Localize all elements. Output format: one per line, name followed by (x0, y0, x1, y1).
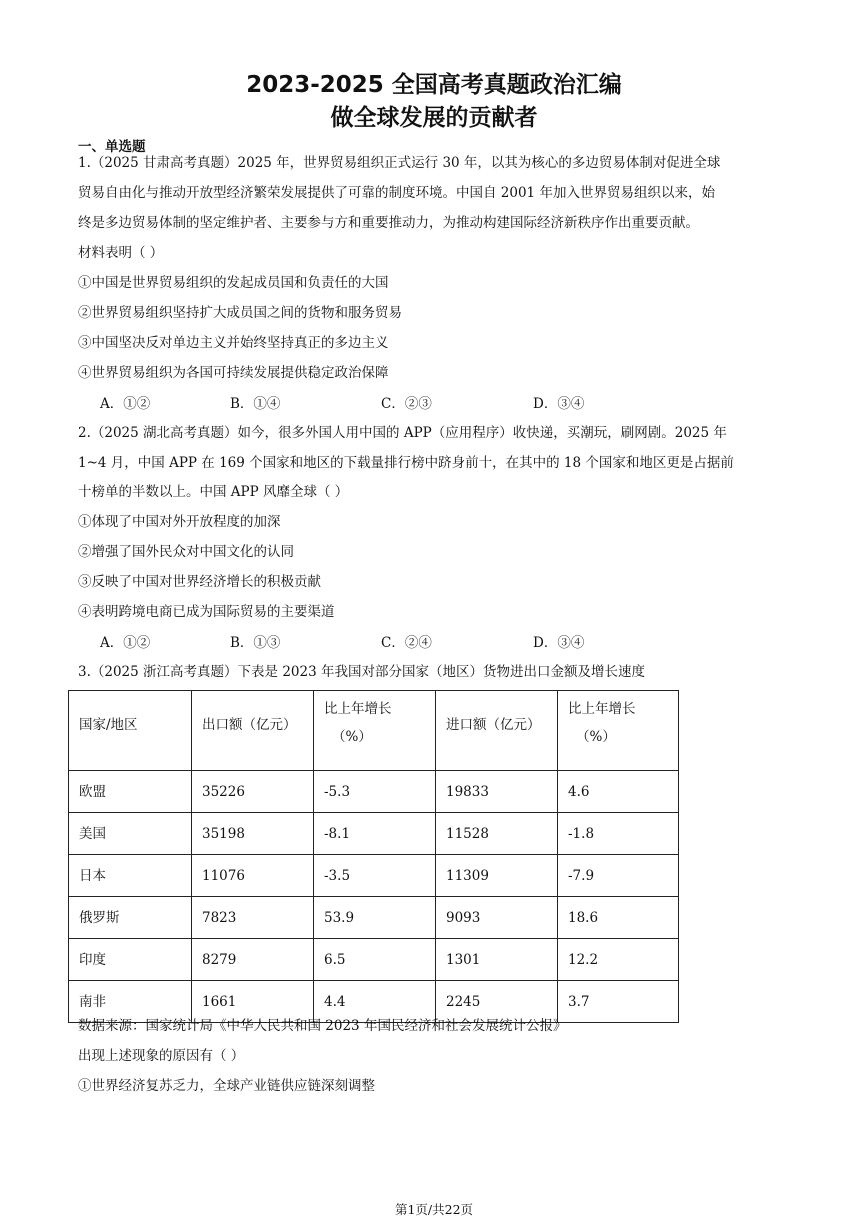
q1-choice-c: C．②③ (381, 396, 432, 412)
q1-stem-line: 贸易自由化与推动开放型经济繁荣发展提供了可靠的制度环境。中国自 2001 年加入世界贸易组织以来，始 (78, 185, 715, 201)
table-cell: 2245 (436, 981, 558, 1023)
trade-table (68, 690, 679, 1023)
table-cell: 美国 (69, 813, 192, 855)
table-cell: 11528 (436, 813, 558, 855)
document-subtitle: 做全球发展的贡献者 (330, 105, 538, 131)
table-cell: 4.4 (314, 981, 436, 1023)
q2-stem-line: 1~4 月，中国 APP 在 169 个国家和地区的下载量排行榜中跻身前十，在其中的 18 个国家和地区更是占据前 (78, 455, 734, 471)
table-cell: 1301 (436, 939, 558, 981)
q1-stem-line: 终是多边贸易体制的坚定维护者、主要参与方和重要推动力，为推动构建国际经济新秩序作出重要贡献。 (78, 215, 699, 231)
q1-option: ④世界贸易组织为各国可持续发展提供稳定政治保障 (78, 365, 389, 381)
table-cell: 日本 (69, 855, 192, 897)
table-cell: 1661 (192, 981, 314, 1023)
q2-choice-b: B．①③ (230, 635, 281, 651)
table-cell: 7823 (192, 897, 314, 939)
q1-option: ②世界贸易组织坚持扩大成员国之间的货物和服务贸易 (78, 305, 402, 321)
table-cell: 欧盟 (69, 771, 192, 813)
table-cell: 6.5 (314, 939, 436, 981)
q2-option: ①体现了中国对外开放程度的加深 (78, 514, 281, 530)
table-cell: 19833 (436, 771, 558, 813)
table-row (69, 939, 679, 981)
table-cell: 9093 (436, 897, 558, 939)
table-cell: -7.9 (558, 855, 679, 897)
table-cell: 3.7 (558, 981, 679, 1023)
table-cell: 8279 (192, 939, 314, 981)
table-row (69, 813, 679, 855)
table-cell: 11076 (192, 855, 314, 897)
table-cell: -8.1 (314, 813, 436, 855)
table-cell: 12.2 (558, 939, 679, 981)
table-cell: -3.5 (314, 855, 436, 897)
table-header-cell: 比上年增长 （%） (558, 691, 679, 771)
table-row (69, 855, 679, 897)
q1-choice-b: B．①④ (230, 396, 281, 412)
table-cell: -5.3 (314, 771, 436, 813)
q2-choice-a: A．①② (100, 635, 151, 651)
table-cell: 11309 (436, 855, 558, 897)
table-cell: 18.6 (558, 897, 679, 939)
q1-stem-line: 材料表明（ ） (78, 245, 164, 261)
q3-question: 出现上述现象的原因有（ ） (78, 1048, 245, 1064)
table-row (69, 897, 679, 939)
q1-stem-line: 1.（2025 甘肃高考真题）2025 年，世界贸易组织正式运行 30 年，以其为核心的多边贸易体制对促进全球 (78, 155, 721, 171)
q1-choice-d: D．③④ (533, 396, 585, 412)
q2-stem-line: 2.（2025 湖北高考真题）如今，很多外国人用中国的 APP（应用程序）收快递，买潮玩，刷网剧。2025 年 (78, 425, 727, 441)
q2-option: ②增强了国外民众对中国文化的认同 (78, 544, 294, 560)
table-cell: -1.8 (558, 813, 679, 855)
q2-choice-d: D．③④ (533, 635, 585, 651)
table-source-note: 数据来源：国家统计局《中华人民共和国 2023 年国民经济和社会发展统计公报》 (78, 1018, 567, 1034)
q2-option: ③反映了中国对世界经济增长的积极贡献 (78, 574, 321, 590)
table-cell: 南非 (69, 981, 192, 1023)
table-header-row (69, 691, 679, 771)
page-number: 第1页/共22页 (394, 1202, 474, 1217)
table-cell: 35226 (192, 771, 314, 813)
q2-choice-c: C．②④ (381, 635, 432, 651)
table-row (69, 771, 679, 813)
q2-option: ④表明跨境电商已成为国际贸易的主要渠道 (78, 604, 335, 620)
document-title: 2023-2025 全国高考真题政治汇编 (246, 72, 622, 98)
table-header-cell: 国家/地区 (69, 691, 192, 771)
q2-stem-line: 十榜单的半数以上。中国 APP 风靡全球（ ） (78, 484, 349, 500)
q1-option: ③中国坚决反对单边主义并始终坚持真正的多边主义 (78, 335, 389, 351)
table-cell: 俄罗斯 (69, 897, 192, 939)
table-cell: 53.9 (314, 897, 436, 939)
q1-choice-a: A．①② (100, 396, 151, 412)
table-cell: 35198 (192, 813, 314, 855)
table-header-cell: 进口额（亿元） (436, 691, 558, 771)
table-cell: 4.6 (558, 771, 679, 813)
section-heading: 一、单选题 (78, 139, 146, 155)
q3-stem-line: 3.（2025 浙江高考真题）下表是 2023 年我国对部分国家（地区）货物进出口金额及增长速度 (78, 664, 645, 680)
table-cell: 印度 (69, 939, 192, 981)
table-header-cell: 比上年增长 （%） (314, 691, 436, 771)
q1-option: ①中国是世界贸易组织的发起成员国和负责任的大国 (78, 275, 389, 291)
q3-option: ①世界经济复苏乏力，全球产业链供应链深刻调整 (78, 1078, 375, 1094)
table-header-cell: 出口额（亿元） (192, 691, 314, 771)
